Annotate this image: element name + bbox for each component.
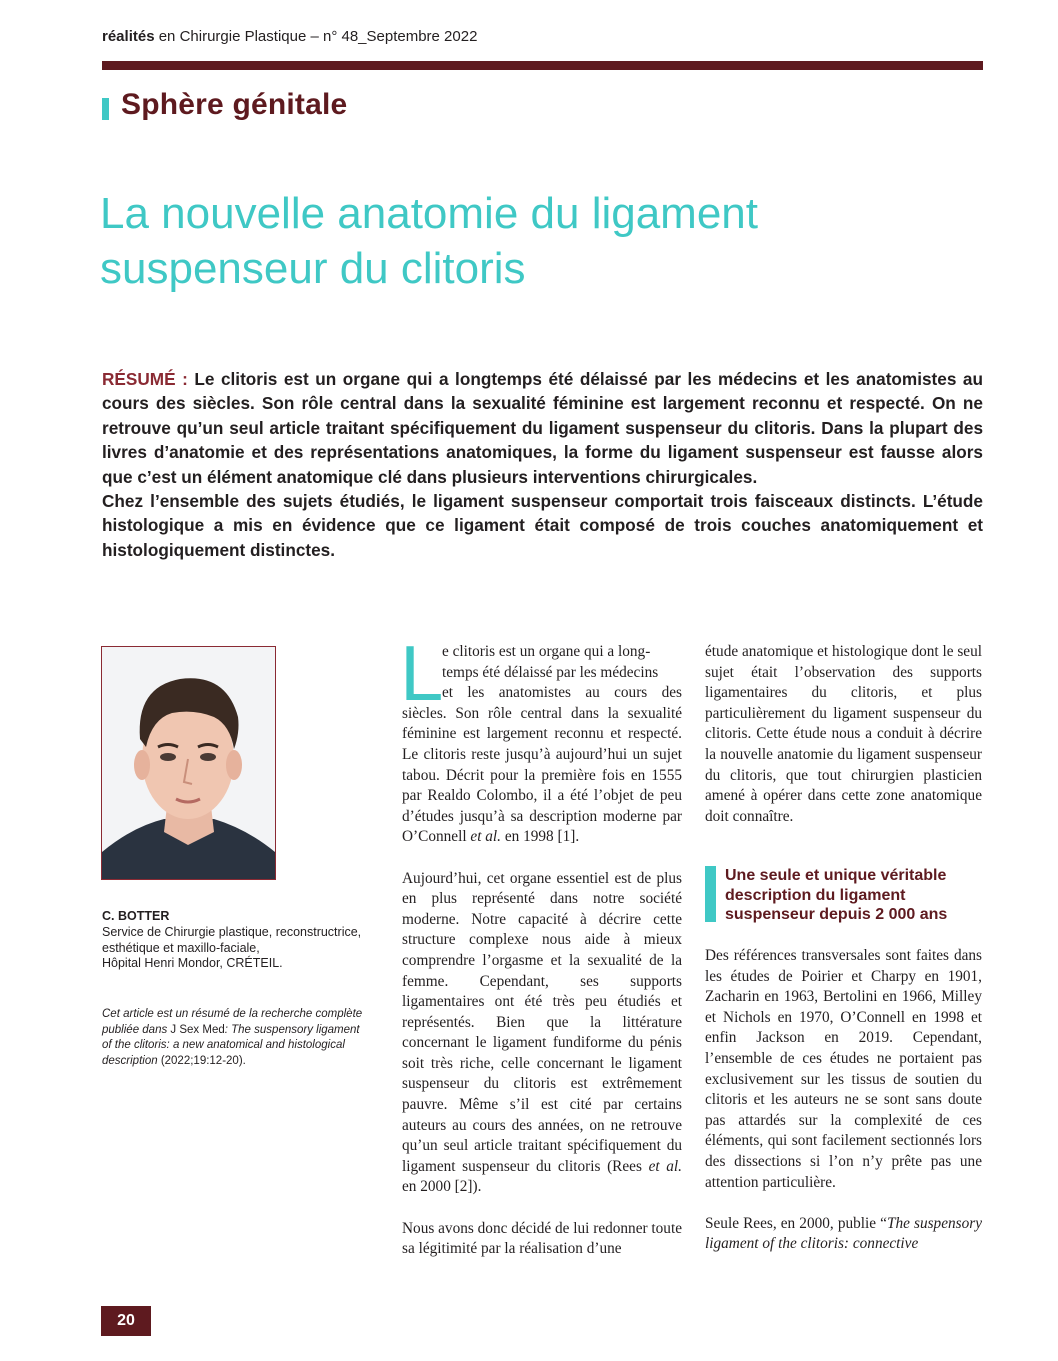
header-rule bbox=[102, 61, 983, 70]
abstract-paragraph-2: Chez l’ensemble des sujets étudiés, le ligament suspenseur comportait trois faisceaux distincts. L’étude histologique a mis en évidence que ce ligament était composé de trois couches anatomiquement et histologiquement distinctes. bbox=[102, 491, 983, 560]
abstract bbox=[102, 367, 983, 562]
journal-name: réalités bbox=[102, 28, 155, 45]
author-portrait-image bbox=[102, 647, 275, 879]
journal-header bbox=[102, 28, 477, 45]
body-paragraph: étude anatomique et histologique dont le seul sujet était l’observation des supports ligamentaires du clitoris, et plus particulièrement du ligament suspenseur du clitoris. Cette étude nous a conduit à décrire la nouvelle anatomie du ligament suspenseur du clitoris, que tout chirurgien plasticien amené à opérer dans cette zone anatomique doit connaître. bbox=[705, 643, 982, 825]
article-title bbox=[100, 186, 980, 296]
page-number: 20 bbox=[101, 1306, 151, 1336]
journal-issue: en Chirurgie Plastique – n° 48_Septembre 2022 bbox=[154, 28, 478, 45]
drop-cap: L bbox=[400, 629, 444, 717]
body-column-middle: e clitoris est un organe qui a long- temps été délaissé par les médecins et les anatomistes au cours des siècles. Son rôle central dans la sexualité féminine est largement reconnu et respecté. Le clitoris reste jusqu’à aujourd’hui un sujet tabou. Décrit pour la première fois en 1555 par Realdo Colombo, il a été l’objet de peu d’études jusqu’à sa description moderne par O’Connell et al. en 1998 [1]. Aujourd’hui, cet organe essentiel est de plus en plus représenté dans notre société moderne. Notre capacité à décrire cette structure complexe nous aide à mieux comprendre l’orgasme et la sexualité de la femme. Cependant, ses supports ligamentaires ont été très peu étudiés et représentés. Bien que la littérature concernant le ligament fundiforme du pénis soit très riche, celle concernant le ligament suspenseur du clitoris est extrêmement pauvre. Même s’il est cité par certains auteurs au cours des années, on ne retrouve qu’un seul article traitant spécifiquement du ligament suspenseur du clitoris (Rees et al. en 2000 [2]). Nous avons donc décidé de lui redonner toute sa légitimité par la réalisation d’une bbox=[402, 642, 682, 1260]
body-paragraph: Nous avons donc décidé de lui redonner toute sa légitimité par la réalisation d’une bbox=[402, 1219, 682, 1258]
source-note: Cet article est un résumé de la recherche complète publiée dans J Sex Med: The suspensory ligament of the clitoris: a new anatomical and histological description (2022;19:12-20). bbox=[102, 1008, 363, 1067]
abstract-paragraph-1: Le clitoris est un organe qui a longtemps été délaissé par les médecins et les anatomistes au cours des siècles. Son rôle central dans la sexualité féminine est largement reconnu et respecté. On ne retrouve qu’un seul article traitant spécifiquement du ligament suspenseur du clitoris. Dans la plupart des livres d’anatomie et des représentations anatomiques, la forme du ligament suspenseur est fausse alors que c’est un élément anatomique clé dans plusieurs interventions chirurgicales. bbox=[102, 369, 983, 487]
author-photo bbox=[101, 646, 276, 880]
body-paragraph: Des références transversales sont faites dans les études de Poirier et Charpy en 1901, Zacharin en 1963, Bertolini en 1966, Milley et Nichols en 1970, O’Connell en 1998 et enfin Jackson en 2019. Cependant, l’ensemble de ces études ne portaient pas exclusivement sur les tissus de soutien du clitoris et les auteurs ne se sont sans doute pas attardés sur la complexité de ces éléments, qui sont facilement sectionnés lors des dissections si l’on n’y prête pas une attention particulière. bbox=[705, 947, 982, 1191]
body-column-right-continued bbox=[705, 946, 982, 1255]
subheading: Une seule et unique véritable description du ligament suspenseur depuis 2 000 ans bbox=[725, 867, 948, 923]
section-title: Sphère génitale bbox=[121, 88, 348, 121]
subheading-marker bbox=[705, 866, 716, 922]
author-affiliation: Service de Chirurgie plastique, reconstructrice, esthétique et maxillo-faciale, Hôpital Henri Mondor, CRÉTEIL. bbox=[102, 925, 362, 970]
body-column-right bbox=[705, 642, 982, 827]
article-title-line2: suspenseur du clitoris bbox=[100, 244, 526, 293]
article-title-line1: La nouvelle anatomie du ligament bbox=[100, 189, 759, 238]
section-marker bbox=[102, 98, 109, 120]
body-paragraph: Aujourd’hui, cet organe essentiel est de plus en plus représenté dans notre société moderne. Notre capacité à décrire cette structure complexe nous aide à mieux comprendre l’orgasme et la sexualité de la femme. Cependant, ses supports ligamentaires ont été très peu étudiés et représentés. Bien que la littérature concernant le ligament fundiforme du pénis soit très riche, celle concernant le ligament suspenseur du clitoris est extrêmement pauvre. Même s’il est cité par certains auteurs au cours des années, on ne retrouve qu’un seul article traitant spécifiquement du ligament suspenseur du clitoris (Rees et al. en 2000 [2]). bbox=[402, 869, 682, 1196]
body-paragraph: Seule Rees, en 2000, publie “The suspensory ligament of the clitoris: connective bbox=[705, 1214, 982, 1253]
abstract-label: RÉSUMÉ : bbox=[102, 369, 188, 389]
author-name: C. BOTTER bbox=[102, 909, 170, 923]
